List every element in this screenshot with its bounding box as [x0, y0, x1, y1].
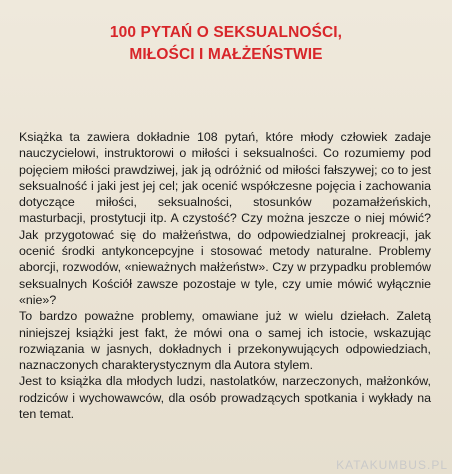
description-paragraph-3: Jest to książka dla młodych ludzi, nastolatków, narzeczonych, małżonków, rodziców i wychowawców, dla osób prowadzących spotkania i wykłady na ten temat. [19, 374, 431, 422]
book-title [0, 22, 452, 66]
book-title-line-1: 100 PYTAŃ O SEKSUALNOŚCI, [109, 24, 343, 41]
watermark: KATAKUMBUS.PL [336, 458, 448, 472]
description-paragraph-2: To bardzo poważne problemy, omawiane już w wielu dziełach. Zaletą niniejszej książki jest fakt, że mówi ona o samej ich istocie, wskazując rozwiązania w jasnych, dokładnych i przekonywujących odpowiedziach, naznaczonych charakterystycznym dla Autora stylem. [19, 309, 431, 373]
description-paragraph-1: Książka ta zawiera dokładnie 108 pytań, które młody człowiek zadaje nauczycielowi, instruktorowi o miłości i seksualności. Co rozumiemy pod pojęciem miłości prawdziwej, jak ją odróżnić od miłości fałszywej; co to jest seksualność i jaki jest jej cel; jak ocenić współczesne pojęcia i zachowania dotyczące miłości, seksualności, stosunków pozamałżeńskich, masturbacji, prostytucji itp. A czystość? Czy można jeszcze o niej mówić? Jak przygotować się do małżeństwa, do odpowiedzialnej prokreacji, jak ocenić środki antykoncepcyjne i stosować metody naturalne. Problemy aborcji, rozwodów, «nieważnych małżeństw». Czy w przypadku problemów seksualnych Kościół zawsze pozostaje w tyle, czy umie mówić wyłącznie «nie»? [19, 130, 431, 307]
book-description [19, 129, 431, 422]
book-title-line-2: MIŁOŚCI I MAŁŻEŃSTWIE [129, 46, 323, 63]
